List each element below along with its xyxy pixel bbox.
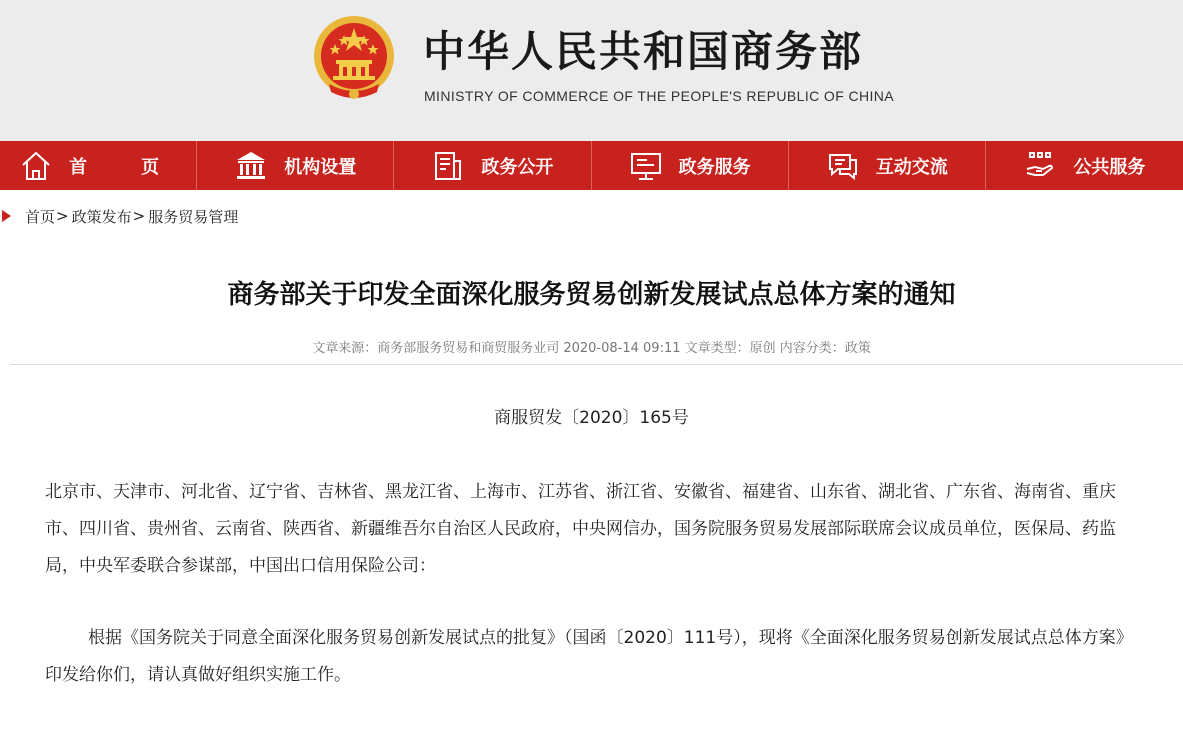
nav-label: 首 页 xyxy=(69,156,178,178)
monitor-icon xyxy=(629,149,663,183)
breadcrumb-home[interactable]: 首页 xyxy=(25,207,56,226)
nav-label: 政务公开 xyxy=(481,156,554,178)
main-nav xyxy=(0,141,1183,190)
nav-label: 机构设置 xyxy=(284,156,357,178)
divider xyxy=(10,364,1183,365)
nav-label: 公共服务 xyxy=(1073,156,1146,178)
document-icon xyxy=(431,149,465,183)
nav-item-organization[interactable] xyxy=(197,141,394,190)
nav-item-gov-services[interactable] xyxy=(592,141,789,190)
nav-item-public-services[interactable] xyxy=(986,141,1183,190)
home-icon xyxy=(19,149,53,183)
article-paragraph: 北京市、天津市、河北省、辽宁省、吉林省、黑龙江省、上海市、江苏省、浙江省、安徽省、福建省、山东省、湖北省、广东省、海南省、重庆市、四川省、贵州省、云南省、陕西省、新疆维吾尔自治区人民政府，中央网信办，国务院服务贸易发展部际联席会议成员单位，医保局、药监局，中央军委联合参谋部，中国出口信用保险公司： xyxy=(45,482,1116,576)
breadcrumb-separator: > xyxy=(56,207,69,225)
nav-item-gov-affairs[interactable] xyxy=(394,141,591,190)
site-header xyxy=(0,0,1183,141)
hand-service-icon xyxy=(1023,149,1057,183)
article-title: 商务部关于印发全面深化服务贸易创新发展试点总体方案的通知 xyxy=(227,280,956,310)
breadcrumb-service-trade[interactable]: 服务贸易管理 xyxy=(148,207,239,226)
breadcrumb xyxy=(0,205,238,227)
building-icon xyxy=(234,149,268,183)
nav-item-interaction[interactable] xyxy=(789,141,986,190)
document-number: 商服贸发〔2020〕165号 xyxy=(494,408,689,428)
article-meta: 文章来源：商务部服务贸易和商贸服务业司 2020-08-14 09:11 文章类型：原创 内容分类：政策 xyxy=(312,341,871,356)
nav-label: 政务服务 xyxy=(678,156,751,178)
breadcrumb-separator: > xyxy=(132,207,146,225)
nav-label: 互动交流 xyxy=(875,156,948,178)
national-emblem-icon[interactable] xyxy=(311,14,397,104)
breadcrumb-arrow-icon xyxy=(2,210,11,222)
site-title-en: MINISTRY OF COMMERCE OF THE PEOPLE'S REPUBLIC OF CHINA xyxy=(424,88,895,104)
site-title-cn[interactable]: 中华人民共和国商务部 xyxy=(423,27,864,76)
chat-icon xyxy=(826,149,860,183)
breadcrumb-policy[interactable]: 政策发布 xyxy=(71,207,132,226)
nav-item-home[interactable] xyxy=(0,141,197,190)
article-paragraph: 根据《国务院关于同意全面深化服务贸易创新发展试点的批复》（国函〔2020〕111号），现将《全面深化服务贸易创新发展试点总体方案》印发给你们，请认真做好组织实施工作。 xyxy=(45,628,1133,685)
